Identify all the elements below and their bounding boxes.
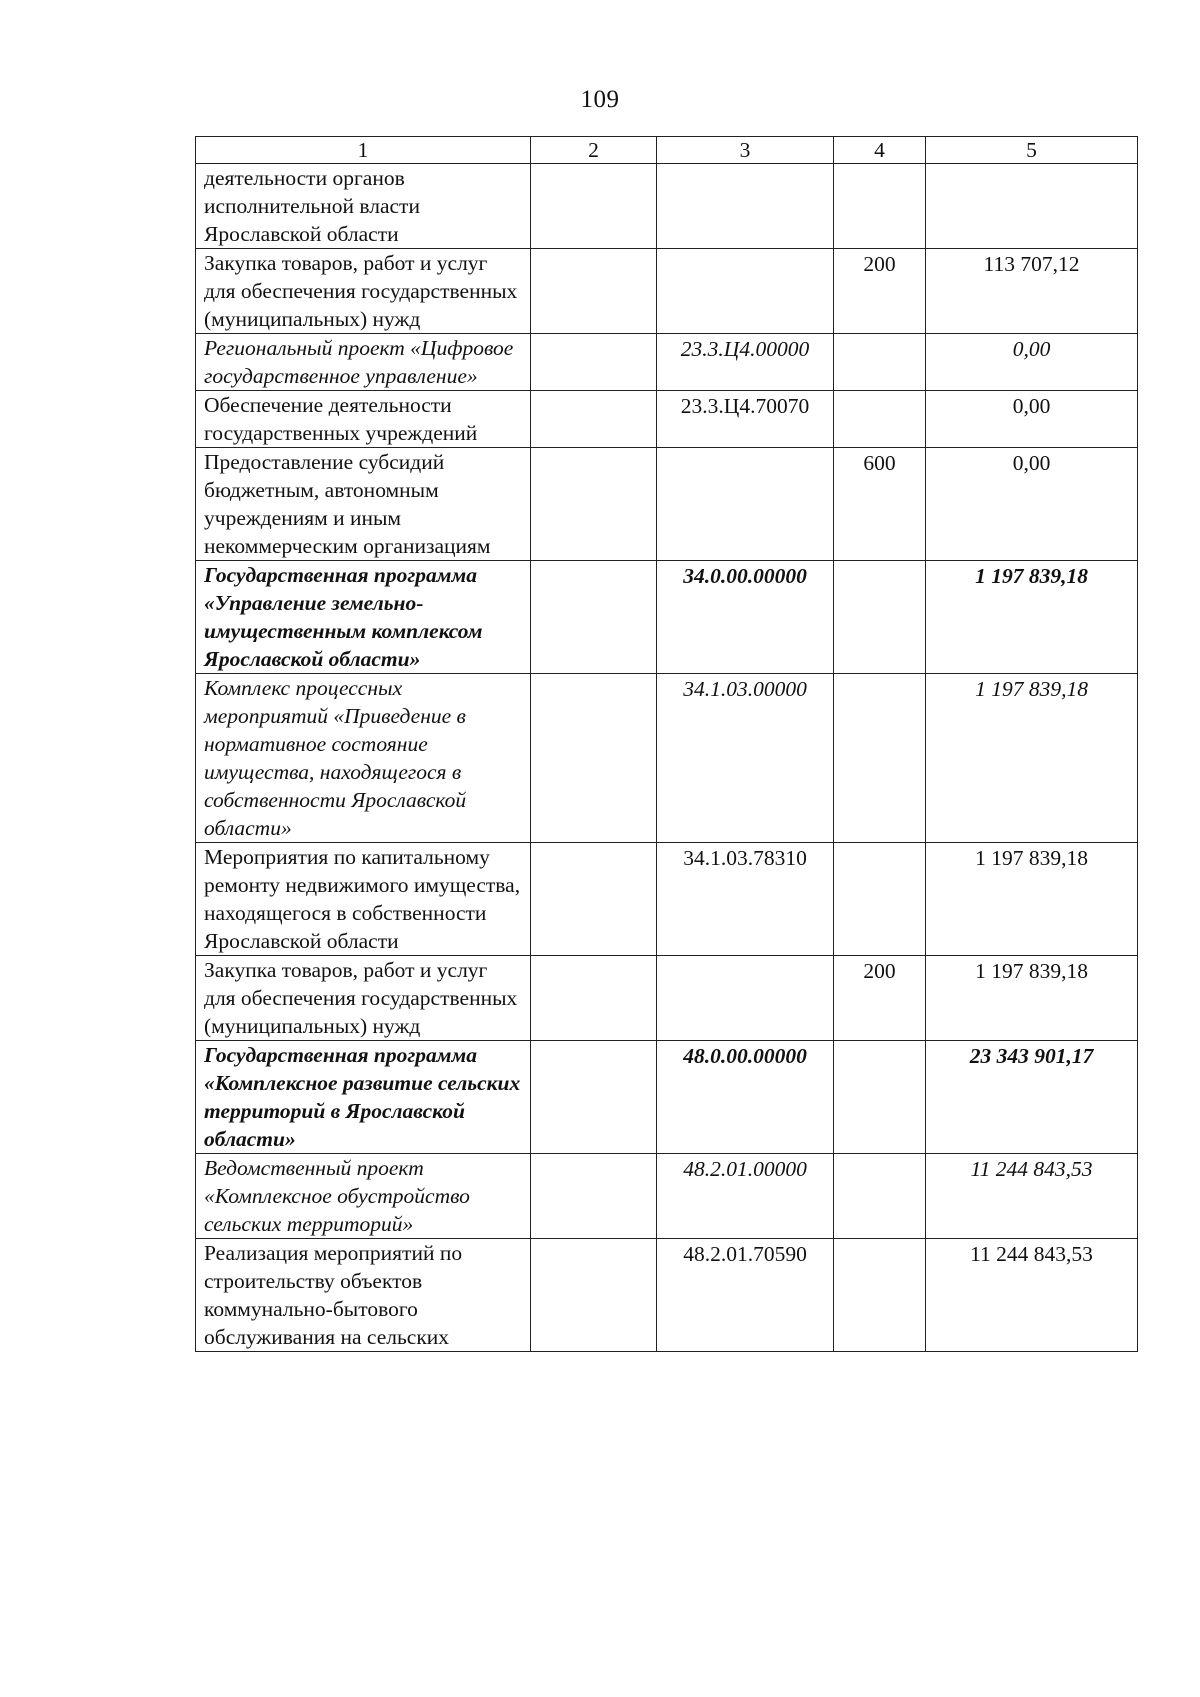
expense-type-cell (834, 1041, 926, 1154)
expense-type-cell (834, 843, 926, 956)
column2-cell (531, 391, 657, 448)
amount-cell: 1 197 839,18 (926, 561, 1138, 674)
table-header (196, 137, 1138, 164)
page-number: 109 (580, 86, 620, 113)
amount-cell: 0,00 (926, 334, 1138, 391)
table-row (196, 1239, 1138, 1352)
column-header-2: 2 (531, 137, 657, 164)
name-cell: Обеспечение деятельности государственных учреждений (196, 391, 531, 448)
column2-cell (531, 843, 657, 956)
expense-type-cell (834, 561, 926, 674)
table-row (196, 1154, 1138, 1239)
expense-type-cell (834, 334, 926, 391)
column2-cell (531, 1239, 657, 1352)
column-header-3: 3 (657, 137, 834, 164)
expense-type-cell (834, 164, 926, 249)
expense-type-cell: 200 (834, 956, 926, 1041)
amount-cell: 1 197 839,18 (926, 674, 1138, 843)
target-code-cell: 34.1.03.00000 (657, 674, 834, 843)
expense-type-cell: 200 (834, 249, 926, 334)
name-cell: Государственная программа «Комплексное развитие сельских территорий в Ярославской области» (196, 1041, 531, 1154)
amount-cell: 11 244 843,53 (926, 1154, 1138, 1239)
table-body (196, 164, 1138, 1352)
column2-cell (531, 334, 657, 391)
target-code-cell: 34.0.00.00000 (657, 561, 834, 674)
expense-type-cell (834, 1154, 926, 1239)
table-row (196, 843, 1138, 956)
amount-cell (926, 164, 1138, 249)
name-cell: Государственная программа «Управление земельно-имущественным комплексом Ярославской области» (196, 561, 531, 674)
expense-type-cell (834, 674, 926, 843)
name-cell: Реализация мероприятий по строительству объектов коммунально-бытового обслуживания на сельских (196, 1239, 531, 1352)
column2-cell (531, 448, 657, 561)
table-row (196, 1041, 1138, 1154)
column2-cell (531, 561, 657, 674)
table-row (196, 561, 1138, 674)
table-row (196, 674, 1138, 843)
name-cell: Закупка товаров, работ и услуг для обеспечения государственных (муниципальных) нужд (196, 956, 531, 1041)
amount-cell: 1 197 839,18 (926, 843, 1138, 956)
name-cell: Ведомственный проект «Комплексное обустройство сельских территорий» (196, 1154, 531, 1239)
table-row (196, 391, 1138, 448)
header-row (196, 137, 1138, 164)
name-cell: Предоставление субсидий бюджетным, автономным учреждениям и иным некоммерческим организациям (196, 448, 531, 561)
column-header-4: 4 (834, 137, 926, 164)
target-code-cell (657, 448, 834, 561)
target-code-cell: 34.1.03.78310 (657, 843, 834, 956)
table-row (196, 334, 1138, 391)
amount-cell: 23 343 901,17 (926, 1041, 1138, 1154)
target-code-cell (657, 956, 834, 1041)
column2-cell (531, 249, 657, 334)
budget-table (195, 136, 1138, 1352)
target-code-cell (657, 164, 834, 249)
table-row (196, 164, 1138, 249)
column2-cell (531, 1041, 657, 1154)
amount-cell: 113 707,12 (926, 249, 1138, 334)
name-cell: Мероприятия по капитальному ремонту недвижимого имущества, находящегося в собственности Ярославской области (196, 843, 531, 956)
target-code-cell: 23.3.Ц4.00000 (657, 334, 834, 391)
column-header-5: 5 (926, 137, 1138, 164)
name-cell: деятельности органов исполнительной власти Ярославской области (196, 164, 531, 249)
amount-cell: 11 244 843,53 (926, 1239, 1138, 1352)
amount-cell: 0,00 (926, 448, 1138, 561)
expense-type-cell: 600 (834, 448, 926, 561)
amount-cell: 1 197 839,18 (926, 956, 1138, 1041)
target-code-cell: 48.2.01.00000 (657, 1154, 834, 1239)
column2-cell (531, 164, 657, 249)
table-row (196, 956, 1138, 1041)
name-cell: Региональный проект «Цифровое государственное управление» (196, 334, 531, 391)
target-code-cell (657, 249, 834, 334)
name-cell: Комплекс процессных мероприятий «Приведение в нормативное состояние имущества, находящегося в собственности Ярославской области» (196, 674, 531, 843)
expense-type-cell (834, 391, 926, 448)
target-code-cell: 48.2.01.70590 (657, 1239, 834, 1352)
column2-cell (531, 956, 657, 1041)
target-code-cell: 48.0.00.00000 (657, 1041, 834, 1154)
target-code-cell: 23.3.Ц4.70070 (657, 391, 834, 448)
expense-type-cell (834, 1239, 926, 1352)
column2-cell (531, 1154, 657, 1239)
amount-cell: 0,00 (926, 391, 1138, 448)
column-header-1: 1 (196, 137, 531, 164)
name-cell: Закупка товаров, работ и услуг для обеспечения государственных (муниципальных) нужд (196, 249, 531, 334)
column2-cell (531, 674, 657, 843)
table-row (196, 448, 1138, 561)
table-row (196, 249, 1138, 334)
